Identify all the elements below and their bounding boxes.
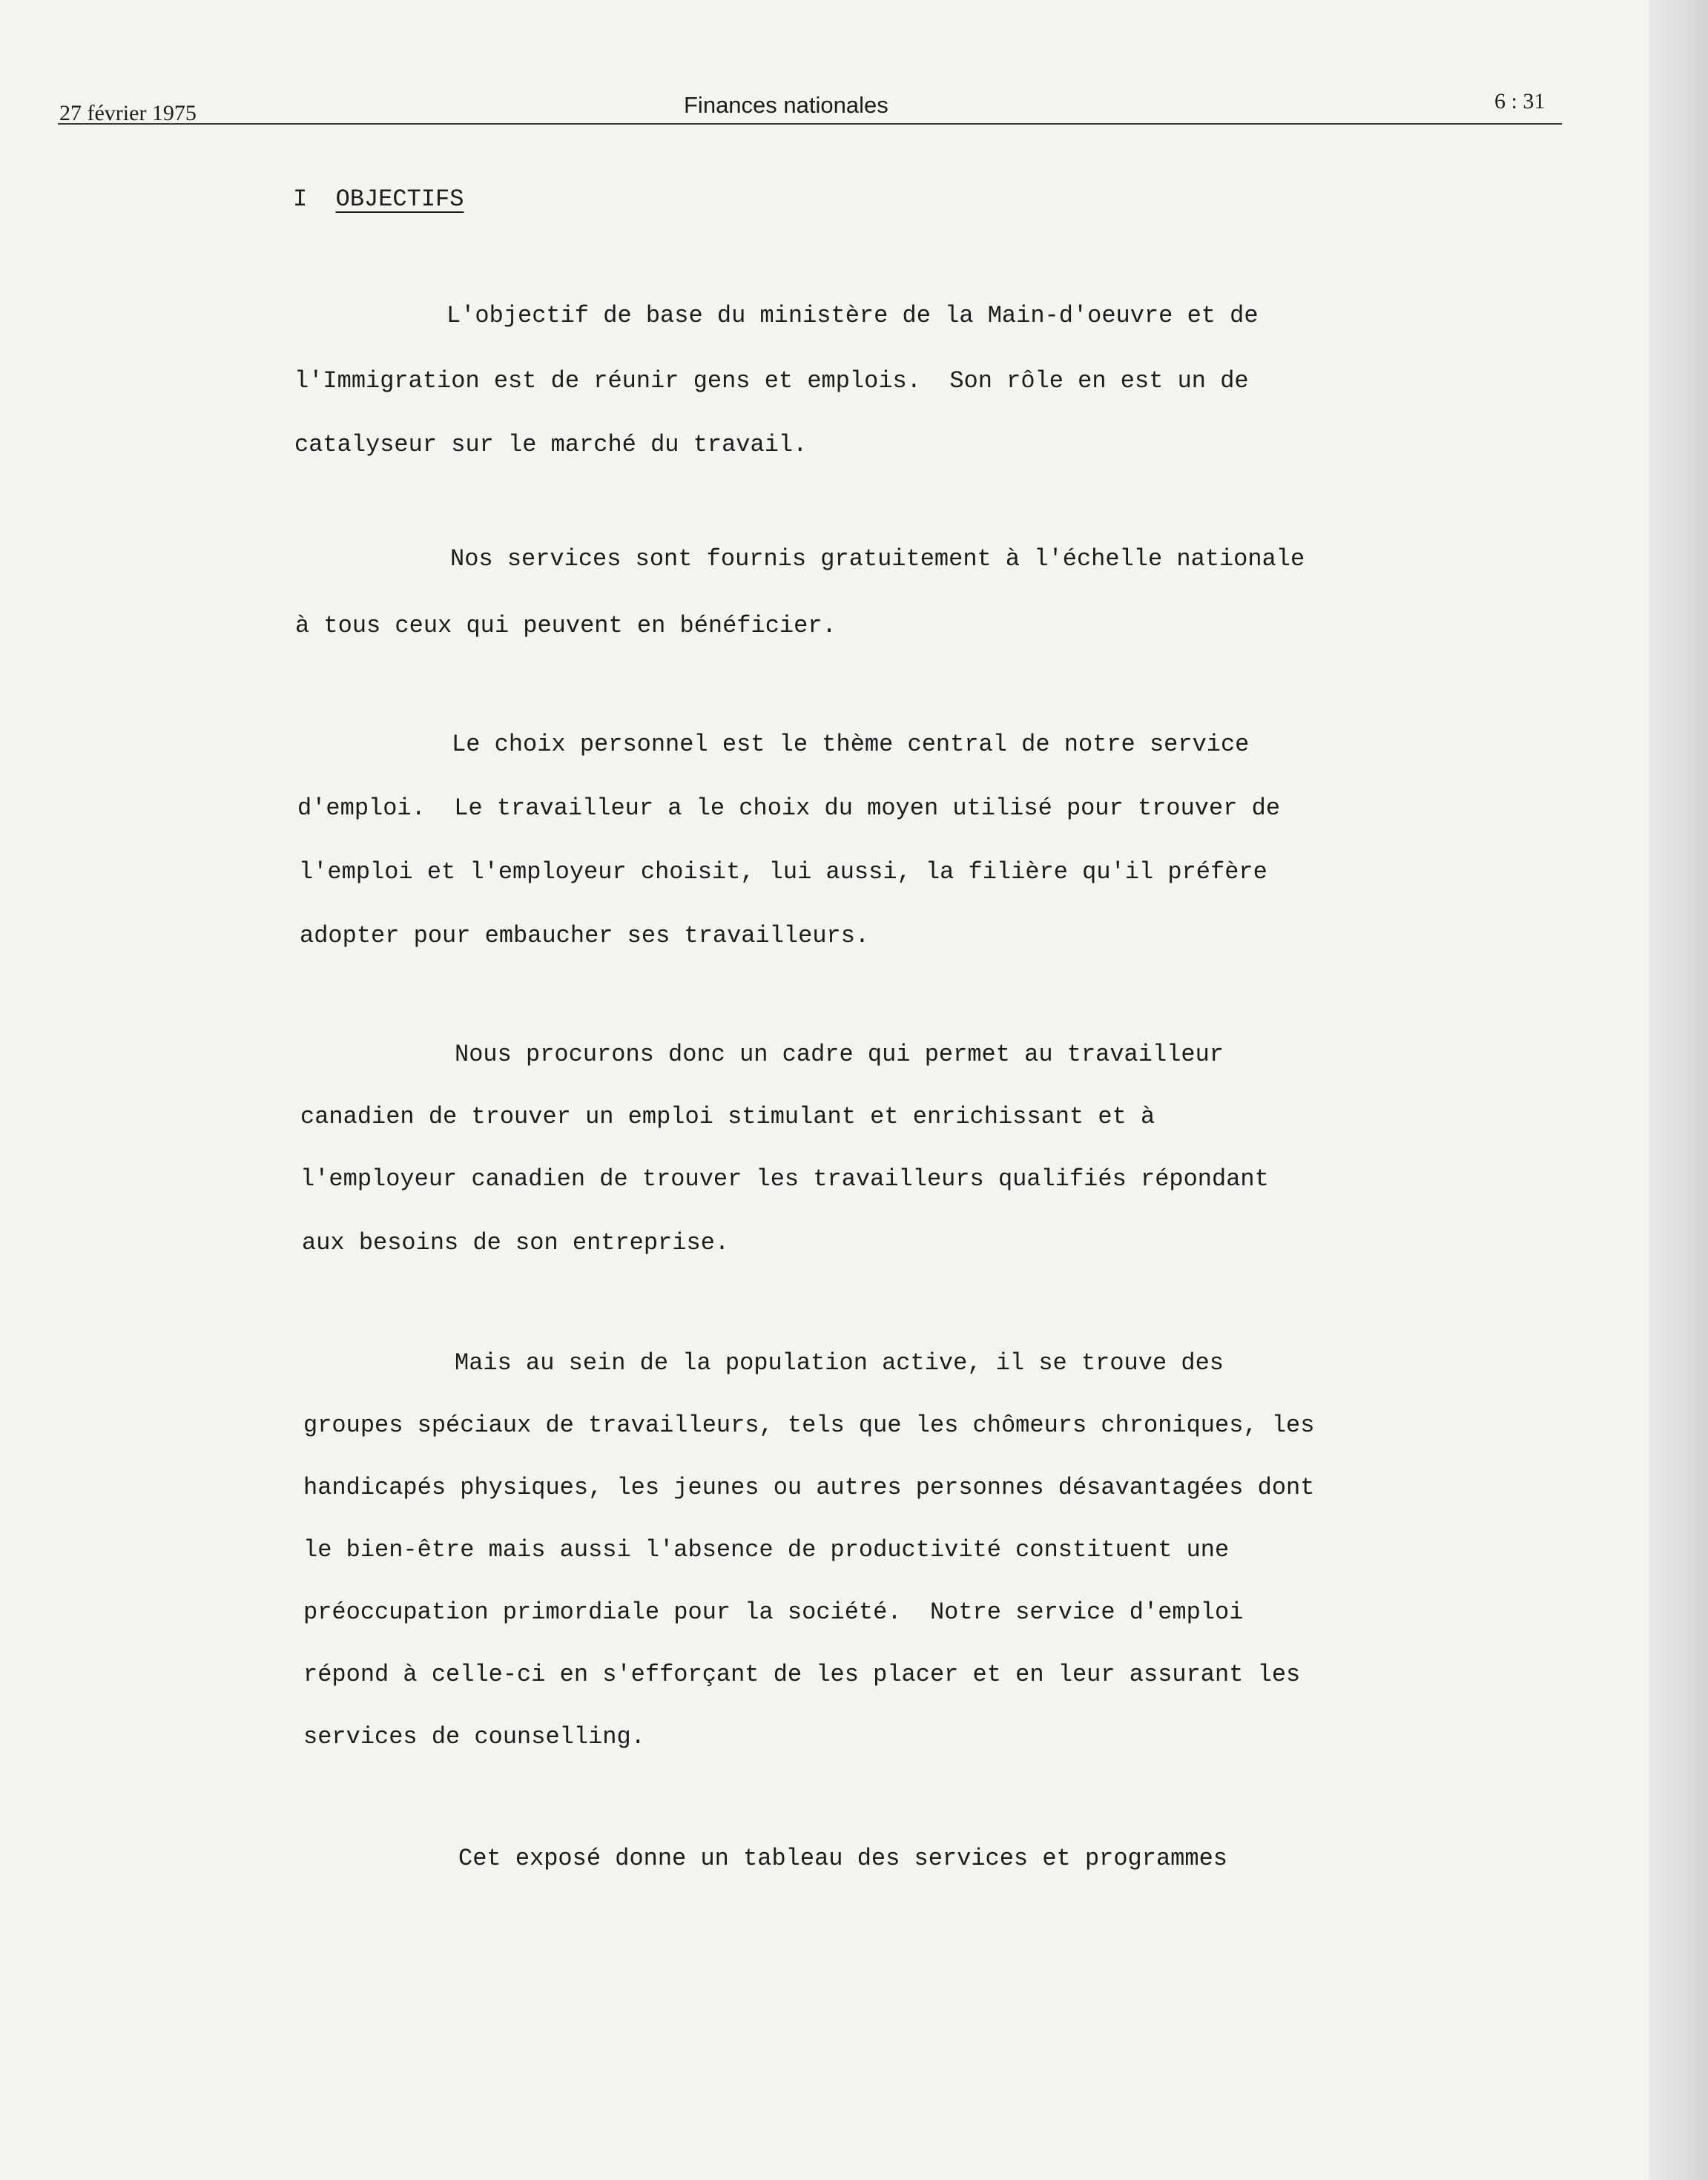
section-heading [293, 185, 464, 213]
header-page-number: 6 : 31 [1494, 89, 1546, 113]
paragraph-4-line-3: l'employeur canadien de trouver les travailleurs qualifiés répondant [300, 1165, 1269, 1193]
paragraph-5-line-4: le bien-être mais aussi l'absence de productivité constituent une [303, 1536, 1230, 1564]
paragraph-6-line-1: Cet exposé donne un tableau des services et programmes [458, 1845, 1227, 1872]
section-number: I [293, 185, 308, 213]
header-rule [58, 123, 1562, 125]
paragraph-3-line-4: adopter pour embaucher ses travailleurs. [300, 922, 870, 949]
paragraph-5-line-5: préoccupation primordiale pour la société. Notre service d'emploi [303, 1598, 1244, 1626]
section-title: OBJECTIFS [335, 185, 464, 213]
paragraph-3-line-1: Le choix personnel est le thème central de notre service [452, 731, 1250, 758]
paragraph-1-line-1: L'objectif de base du ministère de la Main-d'oeuvre et de [446, 302, 1259, 329]
header-title: Finances nationales [684, 92, 888, 118]
paragraph-2-line-2: à tous ceux qui peuvent en bénéficier. [295, 612, 837, 639]
paragraph-2-line-1: Nos services sont fournis gratuitement à l'échelle nationale [450, 545, 1305, 573]
header-date: 27 février 1975 [59, 101, 197, 125]
paragraph-5-line-6: répond à celle-ci en s'efforçant de les placer et en leur assurant les [303, 1661, 1301, 1688]
page-edge-shadow [1649, 0, 1708, 2180]
paragraph-3-line-2: d'emploi. Le travailleur a le choix du moyen utilisé pour trouver de [297, 794, 1281, 822]
paragraph-5-line-3: handicapés physiques, les jeunes ou autres personnes désavantagées dont [303, 1474, 1315, 1501]
paragraph-4-line-2: canadien de trouver un emploi stimulant et enrichissant et à [300, 1103, 1155, 1130]
paragraph-1-line-2: l'Immigration est de réunir gens et emplois. Son rôle en est un de [294, 367, 1249, 395]
paragraph-1-line-3: catalyseur sur le marché du travail. [294, 431, 808, 458]
paragraph-4-line-1: Nous procurons donc un cadre qui permet au travailleur [455, 1041, 1224, 1068]
paragraph-5-line-7: services de counselling. [303, 1723, 645, 1751]
paragraph-5-line-1: Mais au sein de la population active, il se trouve des [455, 1349, 1224, 1377]
paragraph-4-line-4: aux besoins de son entreprise. [302, 1229, 730, 1257]
paragraph-5-line-2: groupes spéciaux de travailleurs, tels que les chômeurs chroniques, les [303, 1412, 1315, 1439]
paragraph-3-line-3: l'emploi et l'employeur choisit, lui aussi, la filière qu'il préfère [299, 858, 1267, 886]
